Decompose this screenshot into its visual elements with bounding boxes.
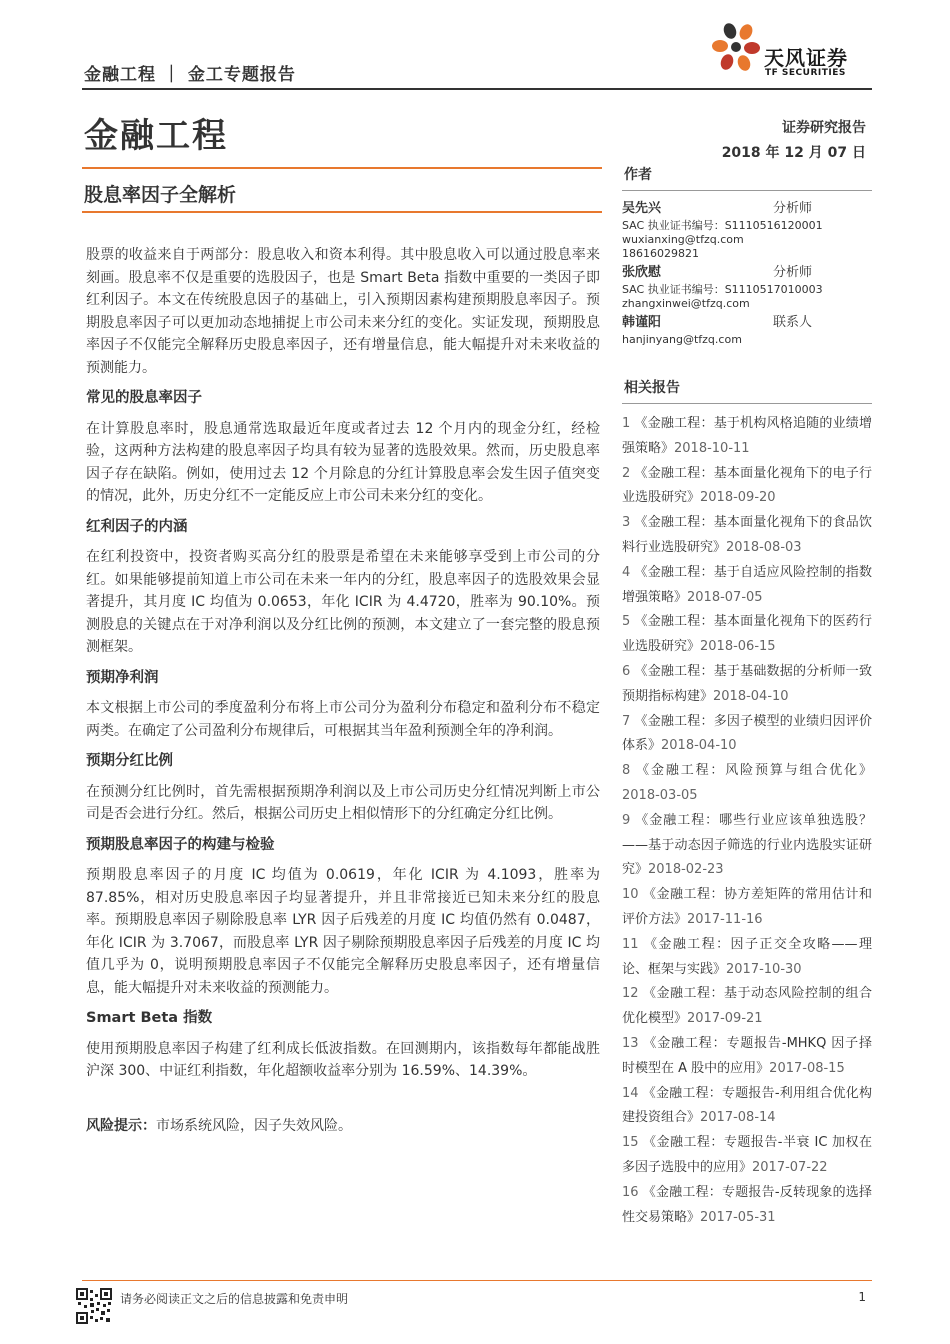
risk-notice [86, 1115, 600, 1138]
report-number: 9 [622, 812, 631, 828]
report-number: 13 [622, 1035, 639, 1051]
report-date-label: 2017-10-30 [726, 961, 802, 977]
related-report[interactable] [622, 982, 872, 1032]
related-report[interactable] [622, 1032, 872, 1082]
report-title: 《金融工程：基本面量化视角下的食品饮料行业选股研究》 [622, 515, 872, 555]
report-date-label: 2018-07-05 [687, 589, 763, 605]
author-name: 吴先兴 [622, 201, 662, 216]
risk-label: 风险提示： [86, 1117, 156, 1134]
report-title: 《金融工程：多因子模型的业绩归因评价体系》 [622, 713, 872, 754]
report-title: 《金融工程：因子正交全攻略——理论、框架与实践》 [622, 936, 872, 977]
report-number: 16 [622, 1184, 639, 1200]
author-card [622, 313, 872, 347]
summary-body [86, 244, 600, 1145]
author-email[interactable]: hanjinyang@tfzq.com [622, 333, 742, 346]
related-report[interactable] [622, 660, 872, 710]
report-title: 《金融工程：专题报告-利用组合优化构建投资组合》 [622, 1085, 872, 1126]
related-report[interactable] [622, 1181, 872, 1231]
page-title: 金融工程 [84, 116, 228, 156]
related-report[interactable] [622, 809, 872, 883]
report-date-label: 2017-08-15 [769, 1060, 845, 1076]
report-title: 《金融工程：基本面量化视角下的电子行业选股研究》 [622, 465, 872, 506]
author-card [622, 199, 872, 261]
sidebar [622, 164, 872, 1230]
subtitle-divider [82, 211, 602, 213]
section-heading: Smart Beta 指数 [86, 1010, 213, 1026]
author-card [622, 263, 872, 311]
report-number: 8 [622, 763, 631, 779]
author-cert: SAC 执业证书编号：S1110517010003 [622, 283, 823, 296]
related-reports-list [622, 412, 872, 1230]
report-date-label: 2017-05-31 [700, 1209, 776, 1225]
author-name: 韩谨阳 [622, 315, 662, 330]
report-title: 《金融工程：基于基础数据的分析师一致预期指标构建》 [622, 663, 872, 704]
report-date-label: 2018-04-10 [713, 688, 789, 704]
logo-flower-icon [712, 21, 760, 72]
section-text: 使用预期股息率因子构建了红利成长低波指数。在回测期内，该指数每年都能战胜沪深 300、中证红利指数，年化超额收益率分别为 16.59%、14.39%。 [86, 1040, 600, 1079]
report-number: 11 [622, 936, 639, 952]
report-number: 7 [622, 713, 631, 729]
section-heading: 红利因子的内涵 [86, 518, 188, 535]
report-date-label: 2017-07-22 [752, 1159, 828, 1175]
report-date-label: 2018-09-20 [700, 490, 776, 506]
report-date-label: 2017-11-16 [687, 911, 763, 927]
disclaimer-notice: 请务必阅读正文之后的信息披露和免责申明 [120, 1292, 349, 1306]
related-report[interactable] [622, 1131, 872, 1181]
section-text: 在红利投资中，投资者购买高分红的股票是希望在未来能够享受到上市公司的分红。如果能够提前知道上市公司在未来一年内的分红，股息率因子的选股效果会显著提升，其月度 IC 均值为 0.0653，年化 ICIR 为 4.4720，胜率为 90.10%。预测股息的关键点在于对净利润以及分红比例的预测，本文建立了一套完整的股息预测框架。 [86, 549, 600, 655]
report-number: 10 [622, 887, 639, 903]
related-heading: 相关报告 [622, 377, 872, 404]
footer-divider [82, 1280, 872, 1281]
section-heading: 预期股息率因子的构建与检验 [86, 836, 275, 853]
report-date-label: 2018-06-15 [700, 639, 776, 655]
report-number: 12 [622, 986, 639, 1002]
author-role: 联系人 [772, 315, 812, 330]
intro-paragraph: 股票的收益来自于两部分：股息收入和资本利得。其中股息收入可以通过股息率来刻画。股息率不仅是重要的选股因子，也是 Smart Beta 指数中重要的一类因子即红利因子。本文在传统股息因子的基础上，引入预期因素构建预期股息率因子。预期股息率因子可以更加动态地捕捉上市公司未来分红的变化。实证发现，预期股息率因子不仅能完全解释历史股息率因子，还有增量信息，能大幅提升对未来收益的预测能力。 [86, 247, 600, 376]
brand-name-cn: 天风证券 [764, 46, 848, 70]
report-title: 《金融工程：基于自适应风险控制的指数增强策略》 [622, 564, 872, 605]
report-date: 2018 年 12 月 07 日 [721, 145, 866, 161]
brand-name-en: TF SECURITIES [765, 68, 846, 78]
report-title: 《金融工程：基本面量化视角下的医药行业选股研究》 [622, 614, 872, 655]
report-date-label: 2018-02-23 [648, 862, 724, 878]
related-report[interactable] [622, 1082, 872, 1132]
author-role: 分析师 [772, 201, 812, 216]
header-category: 金融工程 ｜ 金工专题报告 [84, 65, 296, 85]
related-report[interactable] [622, 933, 872, 983]
author-email[interactable]: zhangxinwei@tfzq.com [622, 297, 750, 310]
report-date-label: 2018-04-10 [661, 738, 737, 754]
section-text: 在预测分红比例时，首先需根据预期净利润以及上市公司历史分红情况判断上市公司是否会进行分红。然后，根据公司历史上相似情形下的分红确定分红比例。 [86, 783, 600, 822]
author-cert: SAC 执业证书编号：S1110516120001 [622, 219, 823, 232]
related-report[interactable] [622, 710, 872, 760]
report-title: 《金融工程：专题报告-MHKQ 因子择时模型在 A 股中的应用》 [622, 1035, 872, 1076]
related-report[interactable] [622, 883, 872, 933]
report-date-label: 2018-08-03 [726, 539, 802, 555]
report-title: 《金融工程：专题报告-反转现象的选择性交易策略》 [622, 1184, 872, 1225]
title-divider [82, 167, 602, 169]
author-name: 张欣慰 [622, 265, 662, 280]
report-title: 《金融工程：协方差矩阵的常用估计和评价方法》 [622, 887, 872, 927]
author-phone: 18616029821 [622, 247, 699, 260]
section-heading: 常见的股息率因子 [86, 390, 202, 406]
header-divider [82, 88, 872, 90]
report-title: 《金融工程：哪些行业应该单独选股？——基于动态因子筛选的行业内选股实证研究》 [622, 812, 872, 878]
section-heading: 预期净利润 [86, 669, 159, 686]
report-number: 1 [622, 416, 631, 431]
report-number: 3 [622, 515, 631, 531]
report-subtitle: 股息率因子全解析 [84, 184, 237, 206]
related-report[interactable] [622, 561, 872, 611]
author-role: 分析师 [772, 265, 812, 280]
report-type: 证券研究报告 [782, 120, 866, 136]
related-report[interactable] [622, 511, 872, 561]
section-heading: 预期分红比例 [86, 753, 173, 769]
report-number: 4 [622, 564, 631, 580]
page-number: 1 [858, 1290, 866, 1304]
report-number: 6 [622, 663, 631, 679]
section-text: 预期股息率因子的月度 IC 均值为 0.0619，年化 ICIR 为 4.1093，胜率为 87.85%，相对历史股息率因子均显著提升，并且非常接近已知未来分红的股息率。预期股息率因子剔除股息率 LYR 因子后残差的月度 IC 均值仍然有 0.0487，年化 ICIR 为 3.7067，而股息率 LYR 因子剔除预期股息率因子后残差的月度 IC 均值几乎为 0，说明预期股息率因子不仅能完全解释历史股息率因子，还有增量信息，能大幅提升对未来收益的预测能力。 [86, 867, 600, 996]
report-number: 5 [622, 614, 631, 630]
report-title: 《金融工程：基于机构风格追随的业绩增强策略》 [622, 416, 872, 456]
related-report[interactable] [622, 610, 872, 660]
report-title: 《金融工程：基于动态风险控制的组合优化模型》 [622, 986, 872, 1027]
section-text: 在计算股息率时，股息通常选取最近年度或者过去 12 个月内的现金分红，经检验，这两种方法构建的股息率因子均具有较为显著的选股效果。然而，历史股息率因子存在缺陷。例如，使用过去 12 个月除息的分红计算股息率会发生因子值突变的情况，此外，历史分红不一定能反应上市公司未来分红的变化。 [86, 420, 600, 504]
report-number: 2 [622, 465, 631, 481]
section-text: 本文根据上市公司的季度盈利分布将上市公司分为盈利分布稳定和盈利分布不稳定两类。在确定了公司盈利分布规律后，可根据其当年盈利预测全年的净利润。 [86, 700, 600, 739]
authors-heading: 作者 [622, 164, 872, 191]
report-title: 《金融工程：专题报告-半衰 IC 加权在多因子选股中的应用》 [622, 1135, 872, 1175]
report-title: 《金融工程：风险预算与组合优化》 [634, 763, 872, 779]
report-date-label: 2017-09-21 [687, 1011, 763, 1027]
report-number: 15 [622, 1135, 639, 1151]
related-report[interactable] [622, 412, 872, 462]
author-email[interactable]: wuxianxing@tfzq.com [622, 233, 744, 246]
risk-text: 市场系统风险，因子失效风险。 [156, 1117, 352, 1134]
qr-code-icon [76, 1288, 112, 1324]
related-report[interactable] [622, 462, 872, 512]
report-number: 14 [622, 1085, 639, 1101]
related-report[interactable] [622, 759, 872, 809]
report-date-label: 2018-03-05 [622, 787, 698, 803]
report-date-label: 2018-10-11 [674, 440, 750, 456]
report-date-label: 2017-08-14 [700, 1110, 776, 1126]
